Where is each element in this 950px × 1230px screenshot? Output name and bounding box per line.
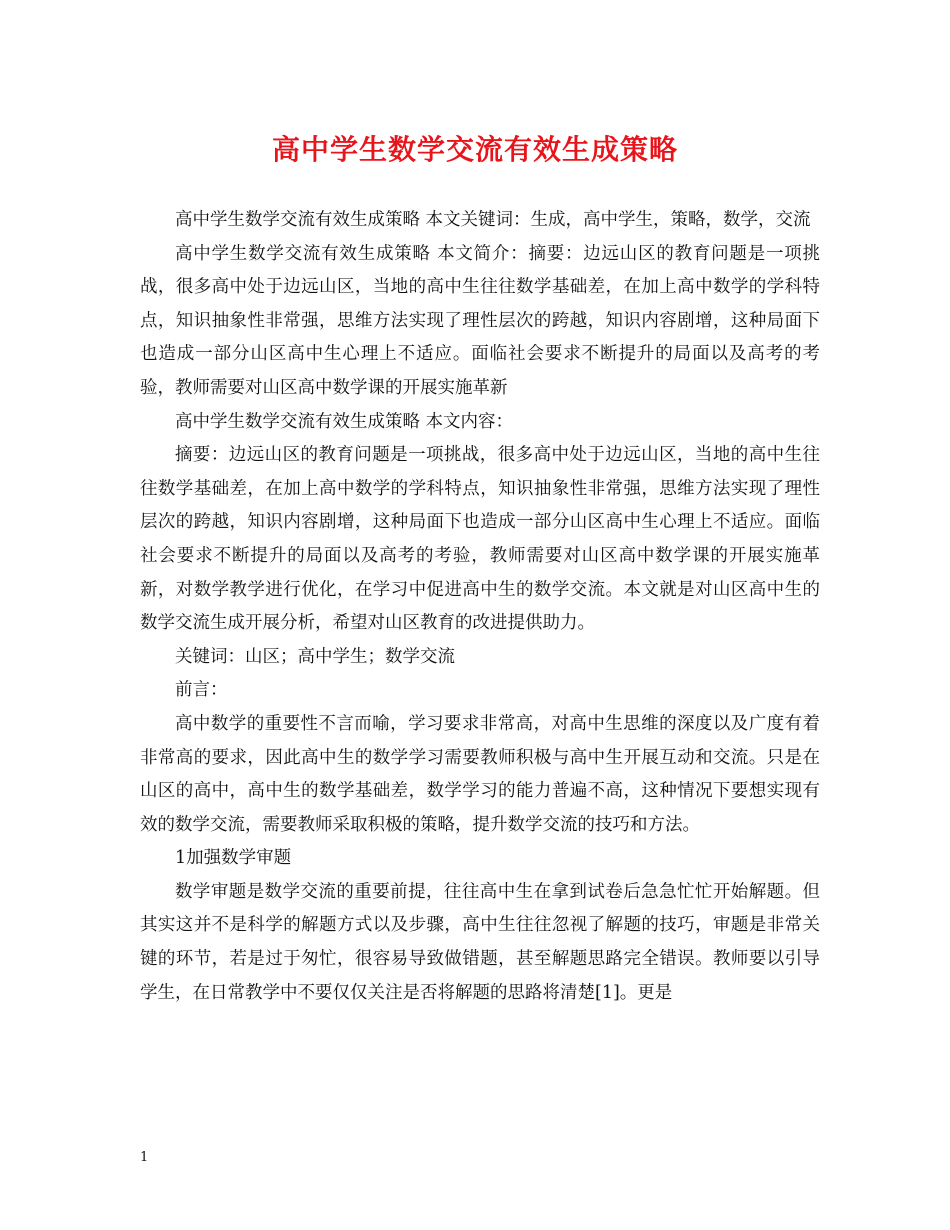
content-heading: 高中学生数学交流有效生成策略 本文内容： (175, 411, 514, 432)
abstract-paragraph: 摘要：边远山区的教育问题是一项挑战，很多高中处于边远山区，当地的高中生往往数学基础差，在加上高中数学的学科特点，知识抽象性非常强，思维方法实现了理性层次的跨越，知识内容剧增，这种局面下也造成一部分山区高中生心理上不适应。面临社会要求不断提升的局面以及高考的考验，教师需要对山区高中数学课的开展实施革新，对数学教学进行优化，在学习中促进高中生的数学交流。本文就是对山区高中生的数学交流生成开展分析，希望对山区教育的改进提供助力。 (140, 445, 820, 634)
summary-paragraph: 高中学生数学交流有效生成策略 本文简介：摘要：边远山区的教育问题是一项挑战，很多高中处于边远山区，当地的高中生往往数学基础差，在加上高中数学的学科特点，知识抽象性非常强，思维方法实现了理性层次的跨越，知识内容剧增，这种局面下也造成一部分山区高中生心理上不适应。面临社会要求不断提升的局面以及高考的考验，教师需要对山区高中数学课的开展实施革新 (140, 243, 820, 398)
document-title: 高中学生数学交流有效生成策略 (271, 133, 678, 166)
preface-paragraph: 高中数学的重要性不言而喻，学习要求非常高，对高中生思维的深度以及广度有着非常高的要求，因此高中生的数学学习需要教师积极与高中生开展互动和交流。只是在山区的高中，高中生的数学基础差，数学学习的能力普遍不高，这种情况下要想实现有效的数学交流，需要教师采取积极的策略，提升数学交流的技巧和方法。 (140, 713, 820, 835)
section-heading-1: 1加强数学审题 (175, 848, 292, 869)
preface-heading: 前言： (175, 680, 228, 701)
document-body (140, 204, 820, 1010)
keywords-paragraph: 关键词：山区；高中学生；数学交流 (175, 646, 455, 667)
keywords-line: 高中学生数学交流有效生成策略 本文关键词：生成，高中学生，策略，数学，交流 (175, 210, 811, 230)
page-number: 1 (140, 1150, 149, 1165)
section-1-paragraph: 数学审题是数学交流的重要前提，往往高中生在拿到试卷后急急忙忙开始解题。但其实这并不是科学的解题方式以及步骤，高中生往往忽视了解题的技巧，审题是非常关键的环节，若是过于匆忙，很容易导致做错题，甚至解题思路完全错误。教师要以引导学生，在日常教学中不要仅仅关注是否将解题的思路将清楚[1]。更是 (140, 881, 820, 1003)
